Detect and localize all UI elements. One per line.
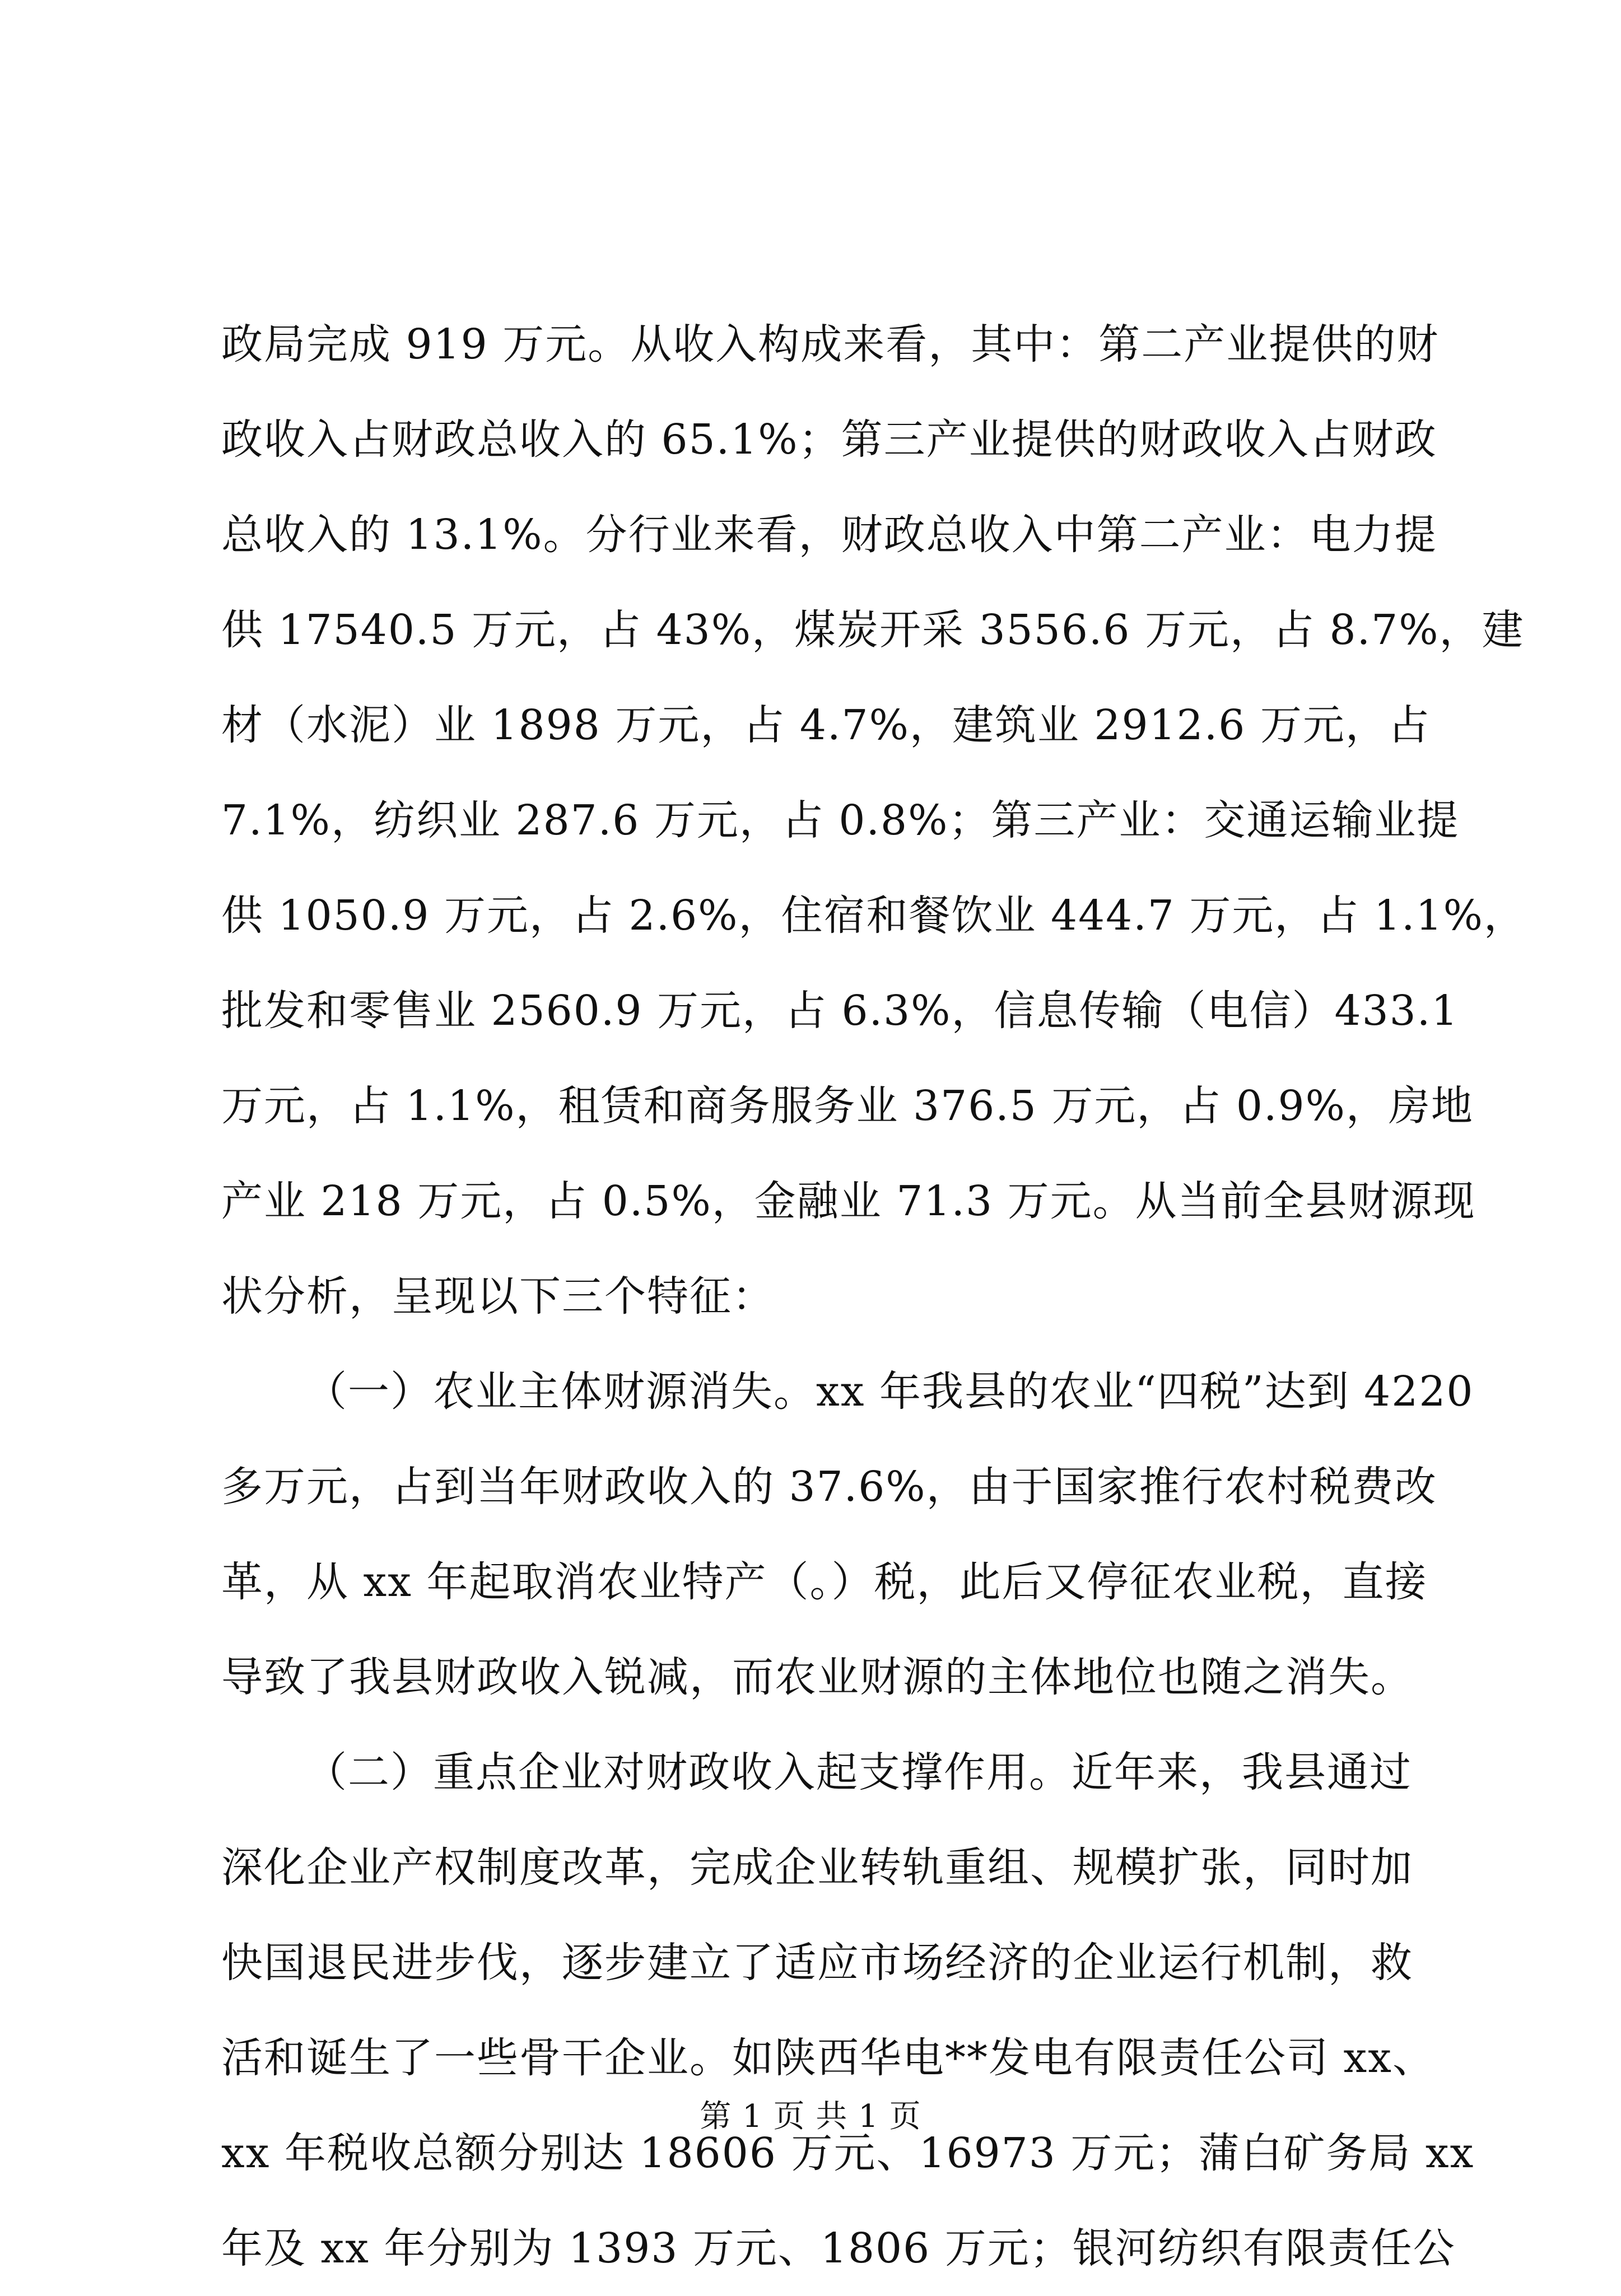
text-line: 总收入的 13.1%。分行业来看，财政总收入中第二产业：电力提 xyxy=(221,511,1437,559)
text-line: 供 17540.5 万元，占 43%，煤炭开采 3556.6 万元，占 8.7%，建 xyxy=(221,606,1525,654)
text-line: xx 年税收总额分别达 18606 万元、16973 万元；蒲白矿务局 xx xyxy=(221,2129,1475,2177)
text-line: 材（水泥）业 1898 万元，占 4.7%，建筑业 2912.6 万元，占 xyxy=(221,701,1431,749)
text-line: 7.1%，纺织业 287.6 万元，占 0.8%；第三产业：交通运输业提 xyxy=(221,796,1460,844)
paragraph-first-line: （二）重点企业对财政收入起支撑作用。近年来，我县通过 xyxy=(305,1748,1412,1796)
text-line: 批发和零售业 2560.9 万元，占 6.3%，信息传输（电信）433.1 xyxy=(221,987,1459,1035)
text-line: 多万元，占到当年财政收入的 37.6%，由于国家推行农村税费改 xyxy=(221,1463,1437,1511)
text-line: 快国退民进步伐，逐步建立了适应市场经济的企业运行机制，救 xyxy=(221,1939,1413,1987)
text-line: 革，从 xx 年起取消农业特产（。）税，此后又停征农业税，直接 xyxy=(221,1558,1428,1606)
text-line: 万元，占 1.1%，租赁和商务服务业 376.5 万元，占 0.9%，房地 xyxy=(221,1082,1474,1130)
text-line: 产业 218 万元，占 0.5%，金融业 71.3 万元。从当前全县财源现 xyxy=(221,1177,1476,1225)
text-line: 活和诞生了一些骨干企业。如陕西华电**发电有限责任公司 xx、 xyxy=(221,2034,1435,2082)
text-line: 政收入占财政总收入的 65.1%；第三产业提供的财政收入占财政 xyxy=(221,416,1437,464)
text-line: 状分析，呈现以下三个特征： xyxy=(221,1272,775,1320)
text-line: 供 1050.9 万元，占 2.6%，住宿和餐饮业 444.7 万元，占 1.1%， xyxy=(221,892,1526,940)
text-line: 年及 xx 年分别为 1393 万元、1806 万元；银河纺织有限责任公 xyxy=(221,2224,1456,2272)
body-text xyxy=(221,297,1526,2296)
paragraph-first-line: （一）农业主体财源消失。xx 年我县的农业“四税”达到 4220 xyxy=(305,1368,1474,1416)
text-line: 深化企业产权制度改革，完成企业转轨重组、规模扩张，同时加 xyxy=(221,1844,1413,1892)
text-line: 导致了我县财政收入锐减，而农业财源的主体地位也随之消失。 xyxy=(221,1653,1413,1701)
text-line: 政局完成 919 万元。从收入构成来看，其中：第二产业提供的财 xyxy=(221,320,1440,368)
page-footer: 第 1 页 共 1 页 xyxy=(700,2098,921,2135)
